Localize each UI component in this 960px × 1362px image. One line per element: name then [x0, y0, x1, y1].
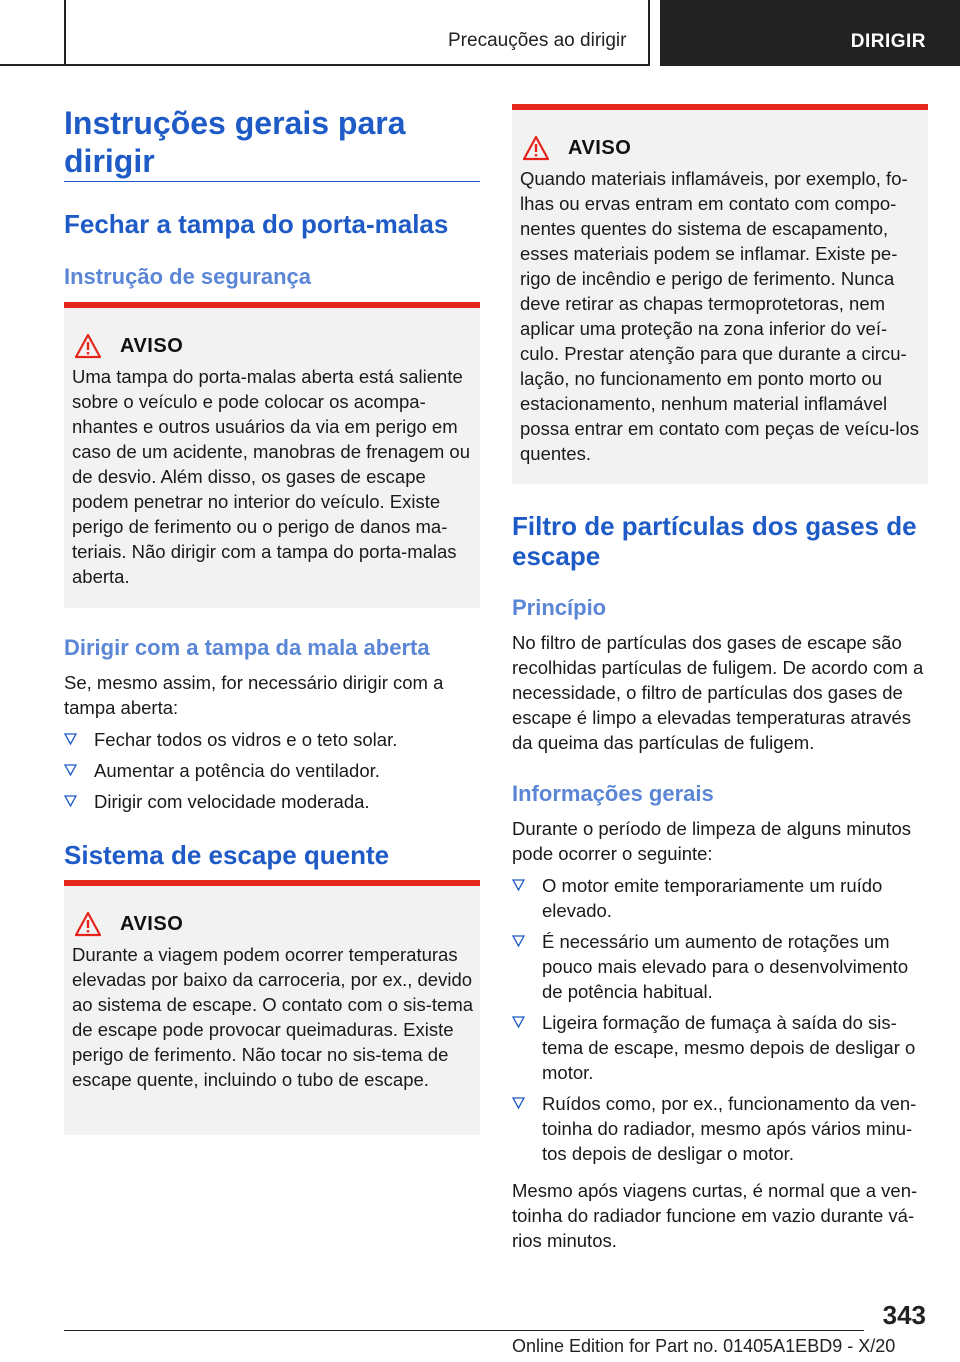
header-chapter-tab	[660, 0, 960, 66]
title-rule	[64, 181, 480, 182]
triangle-bullet-icon	[64, 794, 77, 808]
warning-header	[522, 134, 631, 162]
list-item: Ruídos como, por ex., funcionamento da ven-toinha do radiador, mesmo após vários minu-tos depois de desligar o motor.	[512, 1091, 928, 1166]
list-item: Fechar todos os vidros e o teto solar.	[64, 727, 480, 752]
header-separator	[648, 0, 650, 66]
warning-triangle-icon	[74, 333, 102, 359]
general-intro: Durante o período de limpeza de alguns minutos pode ocorrer o seguinte:	[512, 818, 912, 864]
warning-text: Quando materiais inflamáveis, por exemplo, fo-lhas ou ervas entram em contato com compo-nentes quentes do sistema de escapamento, esses materiais podem se inflamar. Existe pe-rigo de incêndio e perigo de ferimento. Nunca deve retirar as chapas termoprotetoras, nem aplicar uma proteção na zona inferior do veí-culo. Prestar atenção para que durante a circu-lação, no funcionamento em ponto morto ou estacionamento, nenhum material inflamável possa entrar em contato com peças de veícu-los quentes.	[520, 168, 919, 464]
warning-box-trunk	[64, 302, 480, 608]
warning-text: Durante a viagem podem ocorrer temperaturas elevadas por baixo da carroceria, por ex., devido ao sistema de escape. O contato com o sis-tema de escape pode provocar queimaduras. Existe perigo de ferimento. Não tocar no sis-tema de escape quente, incluindo o tubo de escape.	[72, 944, 474, 1090]
page-title: Instruções gerais para dirigir	[64, 105, 406, 179]
list-item: Aumentar a potência do ventilador.	[64, 758, 480, 783]
warning-title: AVISO	[120, 334, 184, 357]
heading-general-info: Informações gerais	[512, 781, 714, 806]
triangle-bullet-icon	[64, 763, 77, 777]
warning-box-exhaust	[64, 880, 480, 1135]
heading-hot-exhaust: Sistema de escape quente	[64, 840, 390, 870]
general-info-list	[512, 873, 928, 1172]
heading-drive-open-trunk: Dirigir com a tampa da mala aberta	[64, 635, 430, 660]
warning-text: Uma tampa do porta-malas aberta está saliente sobre o veículo e pode colocar os acompa-nhantes e outros usuários da via em perigo em caso de um acidente, manobras de frenagem ou de desvio. Além disso, os gases de escape podem penetrar no interior do veículo. Existe perigo de ferimento ou o perigo de danos ma-teriais. Não dirigir com a tampa do porta-malas aberta.	[72, 366, 470, 587]
triangle-bullet-icon	[512, 934, 525, 948]
list-item: Dirigir com velocidade moderada.	[64, 789, 480, 814]
warning-header	[74, 332, 183, 360]
warning-triangle-icon	[74, 911, 102, 937]
principle-text: No filtro de partículas dos gases de escape são recolhidas partículas de fuligem. De acordo com a necessidade, o filtro de partículas dos gases de escape é limpo a elevadas temperaturas através da queima das partículas de fuligem.	[512, 632, 924, 753]
open-trunk-intro: Se, mesmo assim, for necessário dirigir com a tampa aberta:	[64, 672, 444, 718]
heading-safety-instruction: Instrução de segurança	[64, 264, 311, 289]
warning-header	[74, 910, 183, 938]
heading-particle-filter: Filtro de partículas dos gases de escape	[512, 511, 917, 571]
warning-triangle-icon	[522, 135, 550, 161]
warning-title: AVISO	[568, 136, 632, 159]
heading-close-trunk: Fechar a tampa do porta-malas	[64, 209, 449, 239]
footer-edition: Online Edition for Part no. 01405A1EBD9 - X/20	[512, 1336, 896, 1356]
list-item: É necessário um aumento de rotações um pouco mais elevado para o desenvolvimento de potência habitual.	[512, 929, 928, 1004]
page-number: 343	[882, 1300, 926, 1330]
header-left-tick	[64, 0, 66, 66]
header-section-title: Precauções ao dirigir	[448, 30, 627, 51]
warning-box-flammable	[512, 104, 928, 484]
footer-rule	[64, 1330, 864, 1331]
header-rule	[0, 64, 648, 66]
triangle-bullet-icon	[512, 1096, 525, 1110]
warning-title: AVISO	[120, 912, 184, 935]
triangle-bullet-icon	[512, 1015, 525, 1029]
open-trunk-list	[64, 727, 480, 820]
header-chapter-label: DIRIGIR	[850, 31, 926, 52]
heading-principle: Princípio	[512, 595, 607, 620]
triangle-bullet-icon	[64, 732, 77, 746]
triangle-bullet-icon	[512, 878, 525, 892]
closing-text: Mesmo após viagens curtas, é normal que a ven-toinha do radiador funcione em vazio durante vá-rios minutos.	[512, 1180, 918, 1251]
list-item: Ligeira formação de fumaça à saída do sis-tema de escape, mesmo depois de desligar o motor.	[512, 1010, 928, 1085]
list-item: O motor emite temporariamente um ruído elevado.	[512, 873, 928, 923]
